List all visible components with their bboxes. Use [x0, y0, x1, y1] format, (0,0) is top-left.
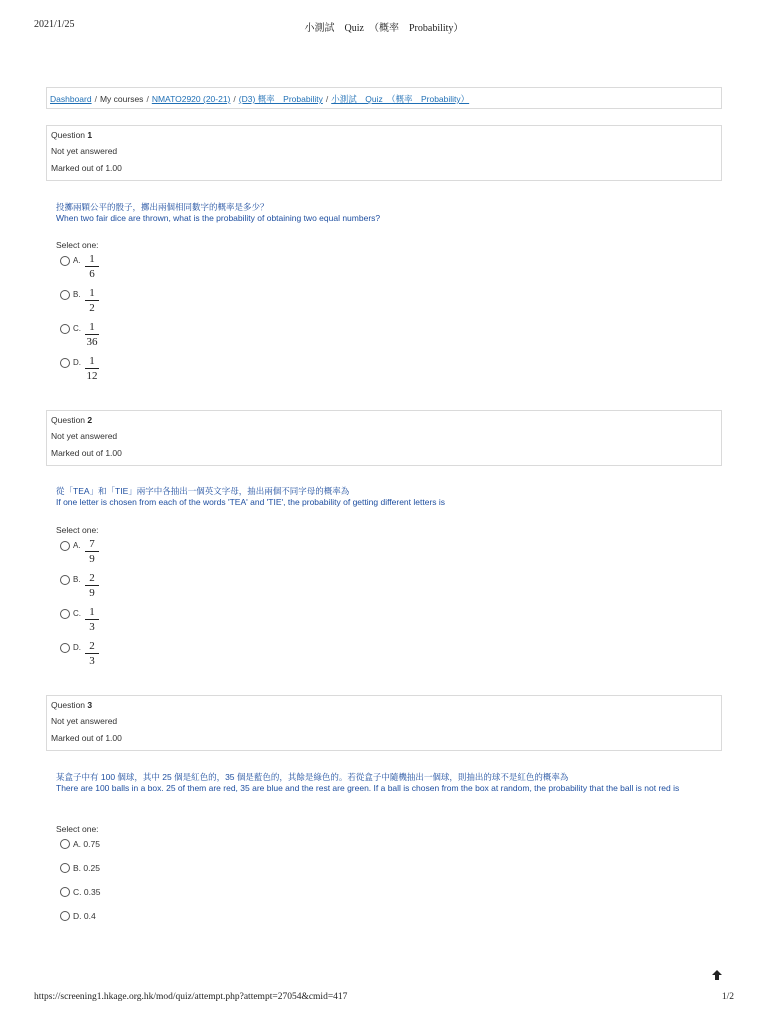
print-footer: [0, 992, 768, 1008]
print-date: 2021/1/25: [34, 19, 75, 30]
question-text-en: If one letter is chosen from each of the words 'TEA' and 'TIE', the probability of getting different letters is: [56, 497, 446, 507]
option-letter: D.: [73, 358, 81, 367]
answer-option-3d[interactable]: [60, 911, 260, 941]
breadcrumb-course[interactable]: NMATO2920 (20-21): [151, 94, 231, 104]
radio-button[interactable]: [60, 643, 70, 653]
radio-button[interactable]: [60, 324, 70, 334]
radio-button[interactable]: [60, 863, 70, 873]
radio-button[interactable]: [60, 358, 70, 368]
option-letter: D.: [73, 643, 81, 652]
answer-option-1a[interactable]: [60, 253, 260, 286]
breadcrumb-separator: /: [325, 94, 329, 104]
breadcrumb-separator: /: [233, 94, 236, 104]
question-text-2: [56, 486, 716, 508]
radio-button[interactable]: [60, 887, 70, 897]
option-fraction: 1 6: [85, 253, 99, 280]
question-number: Question 3: [51, 700, 93, 710]
option-label: B. 0.25: [73, 863, 100, 873]
print-header: [0, 0, 768, 40]
option-letter: A.: [73, 541, 81, 550]
option-letter: B.: [73, 290, 81, 299]
question-text-zh: 從「TEA」和「TIE」兩字中各抽出一個英文字母，抽出兩個不同字母的概率為: [56, 486, 350, 496]
radio-button[interactable]: [60, 541, 70, 551]
question-marks: Marked out of 1.00: [51, 448, 122, 458]
option-label: C. 0.35: [73, 887, 101, 897]
breadcrumb: [46, 87, 722, 109]
option-fraction: 1 12: [86, 355, 98, 382]
radio-button[interactable]: [60, 256, 70, 266]
question-text-3: [56, 772, 716, 794]
question-text-en: When two fair dice are thrown, what is the probability of obtaining two equal numbers?: [56, 213, 381, 223]
print-title: 小測試 Quiz （概率 Probability）: [304, 23, 464, 34]
question-text-en: There are 100 balls in a box. 25 of them are red, 35 are blue and the rest are green. If a ball is chosen from the box at random, the probability that the ball is not red is: [56, 783, 680, 793]
answer-option-2b[interactable]: [60, 572, 260, 605]
breadcrumb-section[interactable]: (D3) 概率 Probability: [238, 94, 323, 104]
question-number: Question 1: [51, 130, 93, 140]
select-one-prompt: Select one:: [56, 240, 99, 250]
breadcrumb-separator: /: [146, 94, 149, 104]
question-text-zh: 投擲兩顆公平的骰子，擲出兩個相同數字的概率是多少？: [56, 202, 269, 212]
option-fraction: 2 3: [85, 640, 99, 667]
option-fraction: 2 9: [85, 572, 99, 599]
radio-button[interactable]: [60, 839, 70, 849]
select-one-prompt: Select one:: [56, 525, 99, 535]
question-info-3: [46, 695, 722, 751]
option-label: D. 0.4: [73, 911, 96, 921]
answer-option-1c[interactable]: [60, 321, 260, 354]
breadcrumb-separator: /: [94, 94, 97, 104]
print-url: https://screening1.hkage.org.hk/mod/quiz/attempt.php?attempt=27054&cmid=417: [34, 992, 348, 1002]
radio-button[interactable]: [60, 911, 70, 921]
answer-option-1b[interactable]: [60, 287, 260, 320]
select-one-prompt: Select one:: [56, 824, 99, 834]
answer-option-2a[interactable]: [60, 538, 260, 571]
question-text-1: [56, 202, 716, 224]
option-letter: A.: [73, 256, 81, 265]
option-fraction: 1 2: [85, 287, 99, 314]
question-marks: Marked out of 1.00: [51, 163, 122, 173]
answer-option-1d[interactable]: [60, 355, 260, 388]
arrow-up-icon[interactable]: [710, 969, 724, 983]
option-letter: B.: [73, 575, 81, 584]
option-fraction: 7 9: [85, 538, 99, 565]
option-fraction: 1 3: [85, 606, 99, 633]
question-state: Not yet answered: [51, 431, 118, 441]
question-info-1: [46, 125, 722, 181]
print-page-number: 1/2: [721, 992, 734, 1002]
question-text-zh: 某盒子中有 100 個球，其中 25 個是紅色的，35 個是藍色的，其餘是綠色的。若從盒子中隨機抽出一個球，則抽出的球不是紅色的概率為: [56, 772, 569, 782]
question-number: Question 2: [51, 415, 93, 425]
question-state: Not yet answered: [51, 146, 118, 156]
answer-option-2d[interactable]: [60, 640, 260, 673]
question-info-2: [46, 410, 722, 466]
option-label: A. 0.75: [73, 839, 100, 849]
option-letter: C.: [73, 324, 81, 333]
breadcrumb-quiz[interactable]: 小測試 Quiz （概率 Probability）: [331, 94, 470, 104]
answer-option-2c[interactable]: [60, 606, 260, 639]
radio-button[interactable]: [60, 290, 70, 300]
option-letter: C.: [73, 609, 81, 618]
radio-button[interactable]: [60, 575, 70, 585]
question-state: Not yet answered: [51, 716, 118, 726]
radio-button[interactable]: [60, 609, 70, 619]
breadcrumb-dashboard[interactable]: Dashboard: [50, 94, 92, 104]
option-fraction: 1 36: [86, 321, 98, 348]
breadcrumb-my-courses: My courses: [99, 94, 144, 104]
question-marks: Marked out of 1.00: [51, 733, 122, 743]
